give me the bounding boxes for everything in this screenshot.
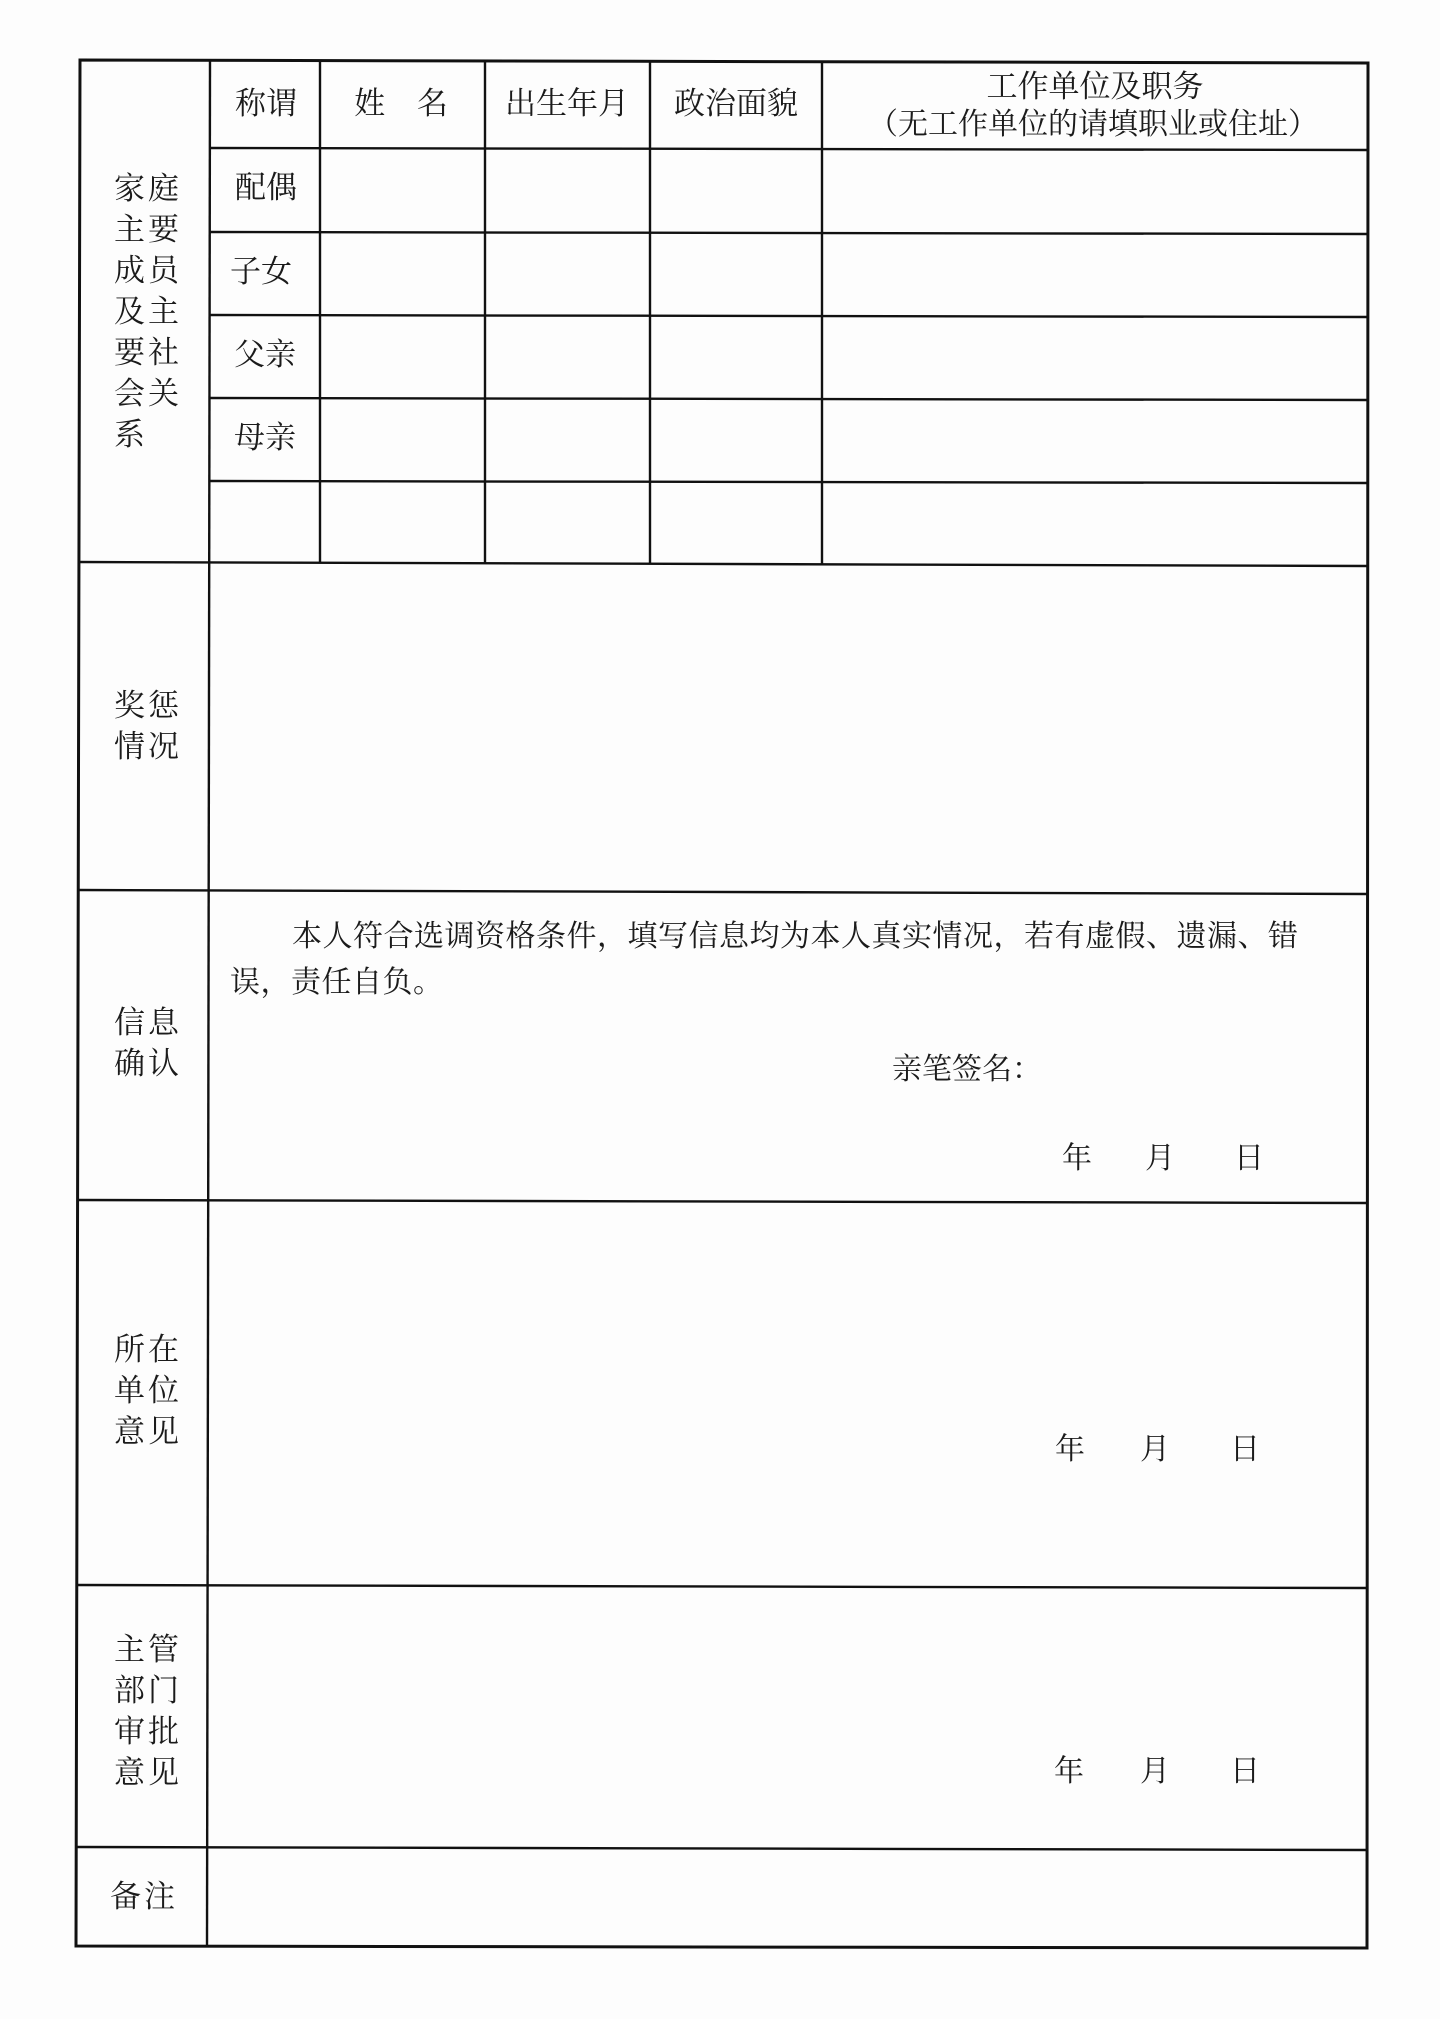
unit-opinion-content-area[interactable] <box>212 1204 1365 1584</box>
father-work-cell[interactable] <box>824 318 1366 397</box>
confirm-date-day: 日 <box>1234 1141 1264 1176</box>
approval-date-day: 日 <box>1230 1754 1260 1789</box>
extra-relation-cell[interactable] <box>212 483 318 561</box>
remarks-content-area[interactable] <box>211 1851 1365 1945</box>
header-work-note: （无工作单位的请填职业或住址） <box>868 107 1318 142</box>
spouse-work-cell[interactable] <box>824 151 1366 231</box>
mother-name-cell[interactable] <box>322 400 483 479</box>
approval-date-year: 年 <box>1054 1754 1084 1789</box>
header-relation: 称谓 <box>235 86 297 122</box>
unit-opinion-section-label: 所在单位意见 <box>114 1332 182 1450</box>
spouse-political-cell[interactable] <box>652 150 820 230</box>
header-birth: 出生年月 <box>505 86 629 122</box>
header-name: 姓 名 <box>354 86 452 122</box>
row-label-children: 子女 <box>230 254 292 290</box>
approval-content-area[interactable] <box>211 1589 1365 1846</box>
extra-name-cell[interactable] <box>322 483 483 561</box>
approval-section-label: 主管部门审批意见 <box>114 1632 182 1791</box>
signature-field[interactable] <box>1046 1045 1346 1091</box>
confirm-date-year: 年 <box>1062 1141 1092 1176</box>
spouse-birth-cell[interactable] <box>487 150 648 230</box>
mother-political-cell[interactable] <box>652 401 820 480</box>
remarks-section-label: 备注 <box>110 1879 178 1915</box>
father-name-cell[interactable] <box>322 317 483 396</box>
confirm-section-label: 信息确认 <box>114 1005 182 1082</box>
rewards-content-area[interactable] <box>212 566 1365 888</box>
father-birth-cell[interactable] <box>487 317 648 396</box>
spouse-name-cell[interactable] <box>322 150 483 230</box>
father-political-cell[interactable] <box>652 318 820 397</box>
signature-label: 亲笔签名： <box>892 1052 1042 1087</box>
rewards-section-label: 奖惩情况 <box>114 688 182 765</box>
row-label-mother: 母亲 <box>234 420 296 456</box>
mother-birth-cell[interactable] <box>487 400 648 479</box>
extra-political-cell[interactable] <box>652 484 820 562</box>
unit-opinion-date-month: 月 <box>1140 1432 1170 1467</box>
confirm-statement: 本人符合选调资格条件，填写信息均为本人真实情况，若有虚假、遗漏、错误，责任自负。 <box>230 919 1299 1000</box>
children-work-cell[interactable] <box>824 235 1366 314</box>
mother-work-cell[interactable] <box>824 401 1366 480</box>
unit-opinion-date-day: 日 <box>1230 1432 1260 1467</box>
extra-work-cell[interactable] <box>824 484 1366 562</box>
children-political-cell[interactable] <box>652 235 820 314</box>
confirm-date-month: 月 <box>1145 1141 1175 1176</box>
family-section-label: 家庭主要成员及主要社会关系 <box>114 171 182 453</box>
header-work-title: 工作单位及职务 <box>986 69 1204 105</box>
unit-opinion-date-year: 年 <box>1055 1432 1085 1467</box>
children-name-cell[interactable] <box>322 234 483 313</box>
row-label-spouse: 配偶 <box>235 170 297 206</box>
header-political: 政治面貌 <box>674 86 798 122</box>
row-label-father: 父亲 <box>234 337 296 373</box>
extra-birth-cell[interactable] <box>487 483 648 561</box>
approval-date-month: 月 <box>1140 1754 1170 1789</box>
children-birth-cell[interactable] <box>487 234 648 313</box>
